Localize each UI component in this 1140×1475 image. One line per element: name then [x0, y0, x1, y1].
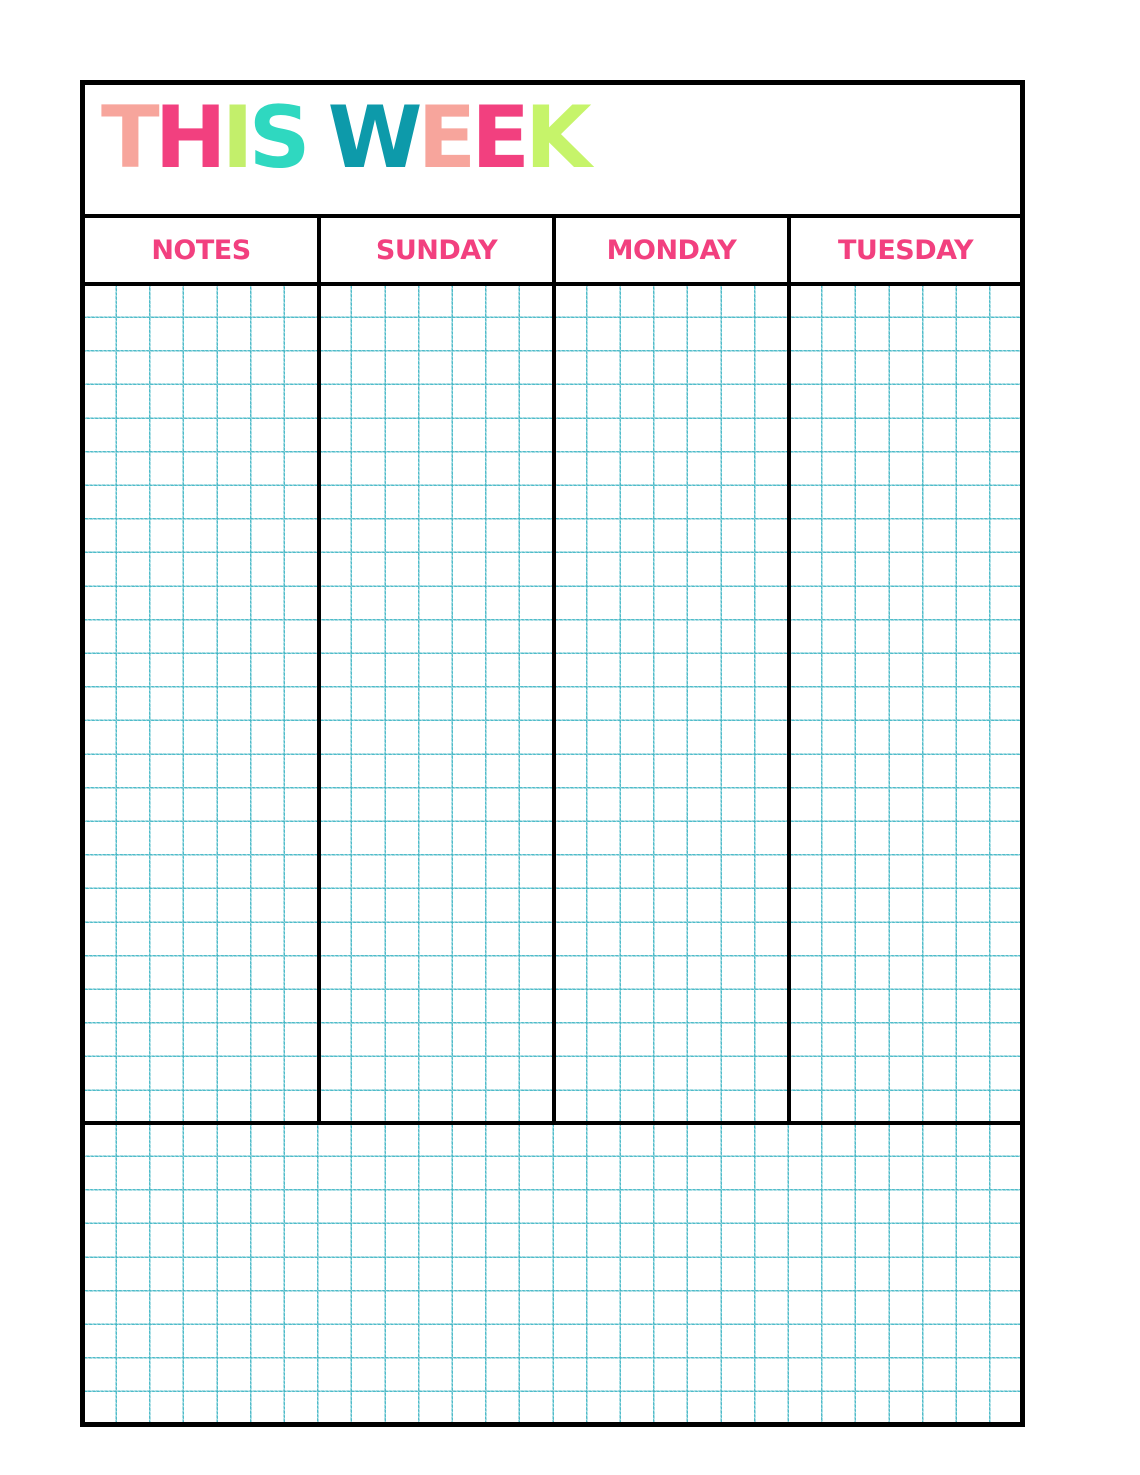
title-letter: E: [471, 88, 525, 188]
title-letter: H: [154, 88, 222, 188]
title-letter: E: [417, 88, 472, 188]
column-header-notes: NOTES: [151, 234, 251, 266]
title-letter: W: [327, 88, 418, 188]
title-letter: S: [248, 88, 306, 188]
title-letter: I: [221, 88, 249, 188]
title-bar: [85, 85, 1020, 218]
graph-paper-grid-bottom: [85, 1125, 1020, 1422]
column-header-tuesday: TUESDAY: [837, 234, 973, 266]
column-header-sunday: SUNDAY: [375, 234, 498, 266]
title-letter: K: [524, 88, 587, 188]
title-letter: T: [101, 88, 155, 188]
column-divider: [787, 218, 791, 1121]
column-header-monday: MONDAY: [606, 234, 737, 266]
planner-sheet: [80, 80, 1025, 1427]
column-divider: [552, 218, 556, 1121]
column-divider: [317, 218, 321, 1121]
page-title: [101, 88, 587, 188]
